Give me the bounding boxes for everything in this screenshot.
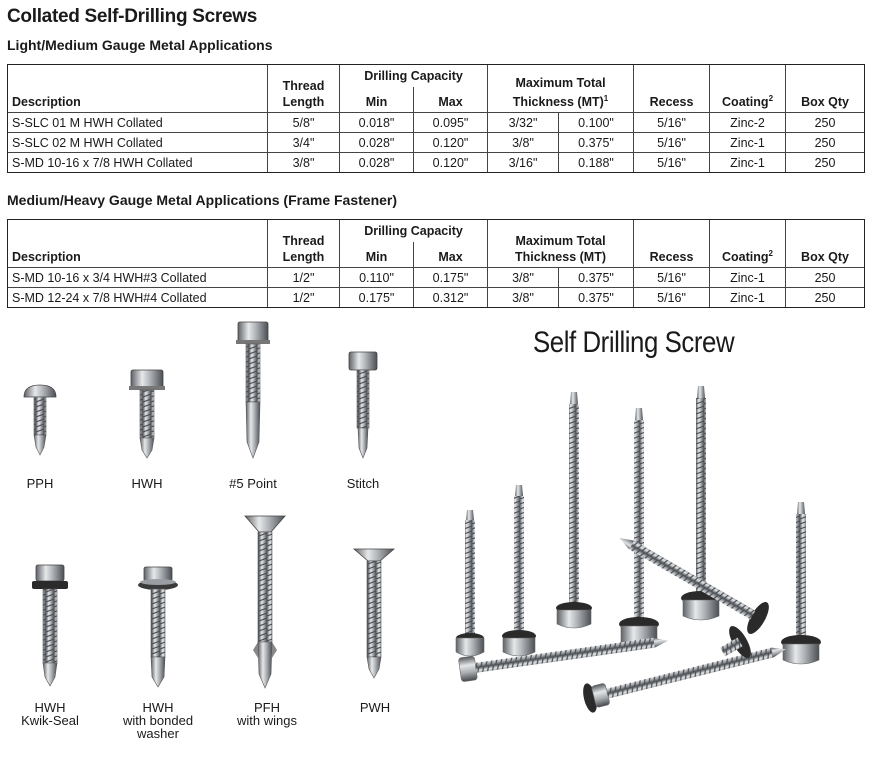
label-pwh: PWH [359, 700, 391, 715]
header-description: Description [8, 65, 268, 113]
table-cell: 5/8" [268, 113, 340, 133]
header-max: Max [414, 87, 488, 113]
kwik-seal-screw-icon [30, 563, 70, 688]
vertical-screw-1 [456, 510, 484, 656]
header-drilling-capacity: Drilling Capacity [340, 65, 488, 87]
header-max-total-line1: Maximum Total [515, 75, 606, 90]
pfh-wings-screw-icon [243, 512, 287, 690]
label-pfh-wings [222, 701, 312, 727]
header-recess: Recess [634, 65, 710, 113]
table-row [8, 133, 865, 153]
table-row [8, 153, 865, 173]
header-max-total-sup: 1 [603, 93, 609, 103]
table-cell: Zinc-2 [710, 113, 786, 133]
label-kwik-seal-line2: Kwik-Seal [21, 713, 79, 728]
table-cell: 5/16" [634, 268, 710, 288]
header-max-total-line2: Thickness (MT) [515, 250, 607, 264]
table-cell: 0.375" [559, 268, 634, 288]
table-cell: 5/16" [634, 288, 710, 308]
table-row [8, 268, 865, 288]
table-cell: 0.028" [340, 153, 414, 173]
spec-table-light-medium [7, 64, 865, 173]
table-cell: 250 [786, 153, 865, 173]
table-cell: Zinc-1 [710, 288, 786, 308]
pwh-screw-icon [352, 545, 396, 680]
table-cell: 3/8" [488, 268, 559, 288]
table-cell: 3/32" [488, 113, 559, 133]
stitch-screw-icon [343, 350, 383, 460]
table-cell: 3/8" [488, 133, 559, 153]
header-description: Description [8, 220, 268, 268]
table-cell: 250 [786, 268, 865, 288]
table-cell: S-MD 10-16 x 7/8 HWH Collated [8, 153, 268, 173]
header-thread-length-line2: Length [282, 95, 325, 109]
table-cell: 3/16" [488, 153, 559, 173]
table-cell: 5/16" [634, 113, 710, 133]
table-cell: 0.120" [414, 153, 488, 173]
table-cell: 1/2" [268, 268, 340, 288]
spec-table-medium-heavy [7, 219, 865, 308]
header-coating-label: Coating [722, 250, 769, 264]
photo-title: Self Drilling Screw [533, 326, 735, 359]
label-kwik-seal [10, 701, 90, 727]
table-cell: 0.188" [559, 153, 634, 173]
header-max: Max [414, 242, 488, 268]
table-cell: S-MD 10-16 x 3/4 HWH#3 Collated [8, 268, 268, 288]
table-cell: 3/8" [488, 288, 559, 308]
table-row [8, 288, 865, 308]
vertical-screw-6 [781, 502, 821, 664]
section-title-light-medium: Light/Medium Gauge Metal Applications [7, 37, 273, 53]
table-cell: S-MD 12-24 x 7/8 HWH#4 Collated [8, 288, 268, 308]
table-cell: 5/16" [634, 153, 710, 173]
label-pfh-line1: PFH [254, 700, 280, 715]
label-bonded-line1: HWH [142, 700, 174, 715]
table-row [8, 113, 865, 133]
label-bonded-line2: with bonded [122, 713, 194, 728]
table-cell: 0.095" [414, 113, 488, 133]
vertical-screw-3 [556, 392, 592, 628]
table-cell: 250 [786, 288, 865, 308]
label-kwik-seal-line1: HWH [34, 700, 66, 715]
pph-screw-icon [20, 383, 60, 458]
table-cell: 3/8" [268, 153, 340, 173]
page-title: Collated Self-Drilling Screws [7, 6, 257, 27]
header-drilling-capacity: Drilling Capacity [340, 220, 488, 242]
table-cell: 3/4" [268, 133, 340, 153]
header-recess: Recess [634, 220, 710, 268]
vertical-screw-2 [502, 485, 536, 656]
table-cell: Zinc-1 [710, 268, 786, 288]
table-cell: 5/16" [634, 133, 710, 153]
header-box-qty: Box Qty [786, 220, 865, 268]
table-cell: 250 [786, 133, 865, 153]
header-max-total-thickness [488, 220, 634, 268]
self-drilling-screws-photo [440, 380, 870, 765]
table-cell: 0.018" [340, 113, 414, 133]
bonded-washer-screw-icon [136, 565, 180, 690]
section-title-medium-heavy: Medium/Heavy Gauge Metal Applications (Frame Fastener) [7, 192, 398, 208]
header-min: Min [340, 242, 414, 268]
header-coating [710, 220, 786, 268]
header-thread-length-line1: Thread [282, 234, 325, 248]
label-stitch: Stitch [346, 476, 380, 491]
point5-screw-icon [233, 320, 273, 460]
table-cell: Zinc-1 [710, 133, 786, 153]
label-pfh-line2: with wings [237, 713, 297, 728]
header-thread-length-line2: Length [282, 250, 325, 264]
table-cell: S-SLC 02 M HWH Collated [8, 133, 268, 153]
table-cell: Zinc-1 [710, 153, 786, 173]
header-max-total-line2: Thickness (MT) [512, 95, 604, 109]
table-cell: 0.175" [414, 268, 488, 288]
header-coating [710, 65, 786, 113]
table-cell: 0.120" [414, 133, 488, 153]
table-cell: 0.110" [340, 268, 414, 288]
label-bonded-line3: washer [137, 726, 179, 741]
label-bonded-washer [113, 701, 203, 740]
header-min: Min [340, 87, 414, 113]
header-coating-sup: 2 [768, 248, 773, 258]
header-coating-label: Coating [722, 95, 769, 109]
table-cell: 250 [786, 113, 865, 133]
table-cell: 0.028" [340, 133, 414, 153]
header-thread-length [268, 220, 340, 268]
table-cell: S-SLC 01 M HWH Collated [8, 113, 268, 133]
label-hwh: HWH [131, 476, 163, 491]
hwh-screw-icon [127, 368, 167, 460]
vertical-screw-4 [619, 408, 659, 646]
header-box-qty: Box Qty [786, 65, 865, 113]
table-cell: 0.312" [414, 288, 488, 308]
table-cell: 0.375" [559, 133, 634, 153]
header-max-total-line1: Maximum Total [515, 234, 606, 248]
table-cell: 0.100" [559, 113, 634, 133]
label-point5: #5 Point [229, 476, 277, 491]
header-coating-sup: 2 [768, 93, 774, 103]
header-thread-length [268, 65, 340, 113]
header-max-total-thickness [488, 65, 634, 113]
label-pph: PPH [26, 476, 54, 491]
table-cell: 0.375" [559, 288, 634, 308]
table-cell: 1/2" [268, 288, 340, 308]
table-cell: 0.175" [340, 288, 414, 308]
header-thread-length-line1: Thread [282, 79, 325, 93]
